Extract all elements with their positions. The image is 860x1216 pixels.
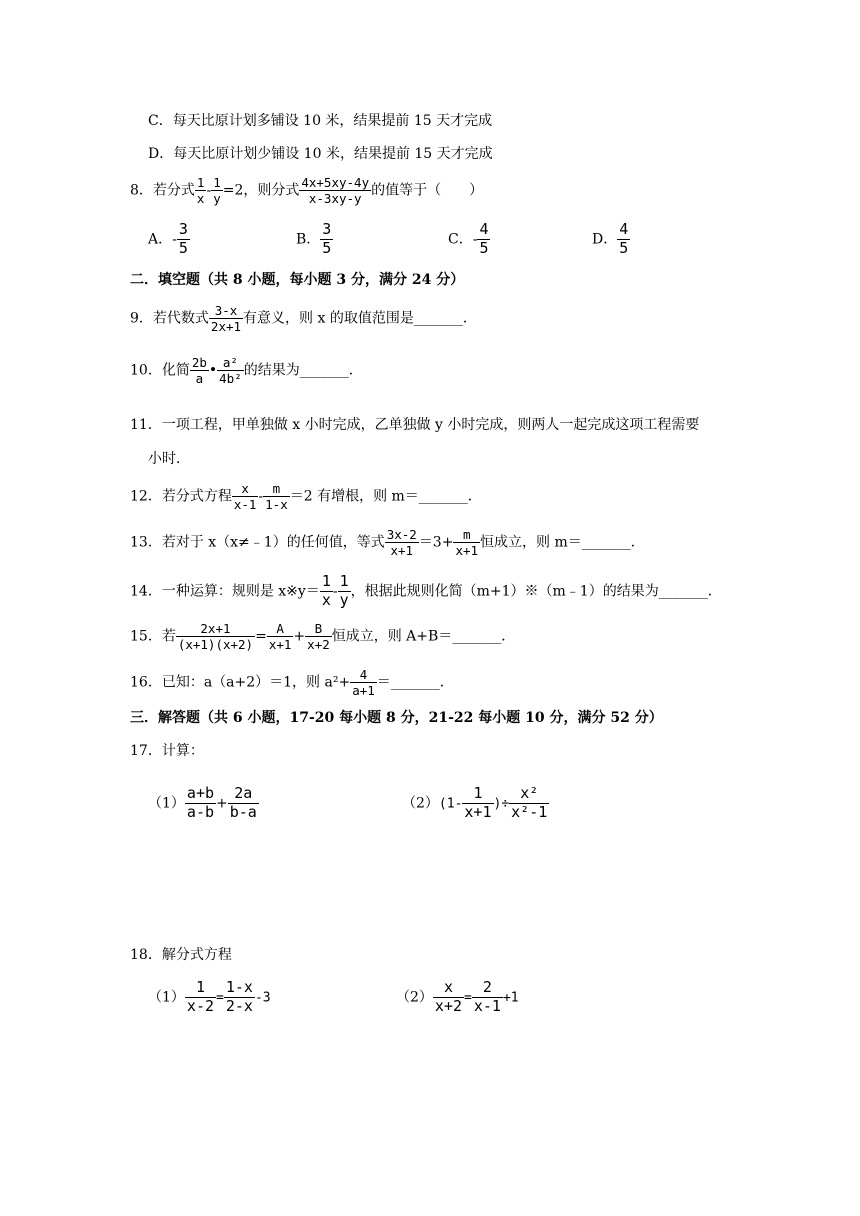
question-8 — [130, 176, 483, 205]
option-fraction — [178, 222, 189, 257]
q14-suffix: ，根据此规则化简（m+1）※（m﹣1）的结果为_______． — [350, 583, 722, 600]
question-11-line-1: 11．一项工程，甲单独做 x 小时完成，乙单独做 y 小时完成，则两人一起完成这项工程需要 — [130, 417, 700, 433]
tail: +1 — [502, 990, 519, 1006]
operator: - — [332, 583, 338, 600]
q14-prefix: 14．一种运算：规则是 x※y＝ — [130, 583, 320, 600]
q16-fraction — [351, 668, 376, 697]
operator: = — [216, 990, 224, 1006]
denominator: x — [196, 191, 205, 207]
numerator: 3x-2 — [386, 527, 417, 542]
option-fraction — [478, 222, 489, 257]
q8-fraction-2 — [212, 176, 222, 205]
denominator: 2-x — [225, 996, 253, 1015]
question-15 — [130, 622, 515, 651]
numerator: 2x+1 — [200, 621, 231, 636]
denominator: x+1 — [385, 542, 419, 557]
q10-prefix: 10．化简 — [130, 362, 190, 379]
q18-part-1 — [148, 980, 271, 1015]
denominator: 2x+1 — [210, 319, 242, 335]
numerator: 3 — [178, 220, 188, 238]
q8-option-d — [592, 222, 630, 257]
q13-fraction-1 — [386, 528, 418, 557]
denominator: b-a — [229, 802, 257, 821]
denominator: x-1 — [233, 497, 257, 513]
q15-suffix: 恒成立，则 A+B＝_______． — [331, 628, 516, 645]
q12-fraction-2 — [264, 482, 289, 511]
operator: + — [293, 628, 306, 645]
q8-option-b — [296, 222, 333, 257]
numerator: x — [241, 481, 249, 496]
question-9 — [130, 304, 477, 333]
q16-prefix: 16．已知：a（a+2）＝1，则 a²+ — [130, 674, 351, 691]
question-18-title: 18．解分式方程 — [130, 947, 232, 963]
numerator: a+b — [186, 784, 215, 802]
denominator: y — [213, 191, 221, 207]
numerator: x — [443, 978, 453, 996]
q17-p2-fraction-2 — [510, 786, 548, 821]
denominator: 4b² — [219, 371, 242, 387]
numerator: m — [462, 527, 471, 542]
denominator: x-1 — [473, 996, 501, 1015]
q14-fraction-2 — [339, 574, 350, 609]
denominator: 5 — [619, 238, 629, 257]
q8-fraction-1 — [196, 176, 206, 205]
q17-p1-fraction-2 — [229, 786, 258, 821]
q15-fraction-2 — [268, 622, 293, 651]
q15-fraction-1 — [177, 622, 254, 651]
numerator: 4 — [359, 667, 368, 682]
q8-fraction-3 — [300, 176, 370, 205]
question-17-title: 17．计算： — [130, 743, 204, 759]
q15-fraction-3 — [306, 622, 331, 651]
q9-prefix: 9．若代数式 — [130, 310, 209, 327]
numerator: 1 — [339, 572, 349, 590]
numerator: 1 — [321, 572, 331, 590]
q18-p1-fraction-1 — [186, 980, 215, 1015]
denominator: x-2 — [186, 996, 215, 1015]
numerator: 2a — [234, 784, 253, 802]
denominator: x+2 — [307, 637, 330, 653]
denominator: y — [339, 590, 349, 609]
sign: - — [172, 231, 177, 248]
sign: - — [472, 231, 478, 248]
q9-suffix: 有意义，则 x 的取值范围是_______． — [243, 310, 477, 327]
q17-part-1 — [148, 786, 259, 821]
numerator: A — [276, 621, 284, 636]
numerator: 1 — [196, 175, 205, 190]
paren-close: )÷ — [493, 796, 510, 812]
part-label: （1） — [148, 795, 185, 812]
q17-p2-fraction-1 — [463, 786, 492, 821]
numerator: x² — [520, 784, 539, 802]
numerator: 3-x — [214, 303, 238, 318]
part-label: （2） — [402, 795, 439, 812]
option-label: B． — [296, 231, 321, 248]
numerator: 4 — [479, 220, 489, 238]
q7-option-d: D．每天比原计划少铺设 10 米，结果提前 15 天才完成 — [148, 146, 493, 162]
denominator: x-3xy-y — [299, 190, 371, 205]
denominator: x²-1 — [511, 802, 548, 821]
operator: + — [216, 795, 228, 812]
q14-fraction-1 — [321, 574, 332, 609]
option-label: D． — [592, 231, 618, 248]
section-3-title: 三．解答题（共 6 小题，17-20 每小题 8 分，21-22 每小题 10 分，满分 52 分） — [130, 710, 663, 726]
denominator: 5 — [322, 238, 332, 257]
denominator: a+1 — [352, 683, 375, 699]
question-14 — [130, 574, 722, 609]
numerator: 1 — [213, 175, 221, 190]
q8-option-a — [148, 222, 190, 257]
numerator: 1 — [195, 978, 205, 996]
q10-suffix: 的结果为_______． — [243, 362, 363, 379]
q10-fraction-1 — [191, 356, 208, 385]
operator: = — [255, 628, 267, 645]
numerator: a² — [222, 355, 238, 370]
q12-prefix: 12．若分式方程 — [130, 488, 232, 505]
denominator: a-b — [186, 802, 215, 821]
denominator: x+2 — [434, 996, 463, 1015]
q13-mid: ＝3+ — [418, 534, 454, 551]
denominator: 5 — [479, 238, 489, 257]
operator: - — [206, 182, 212, 199]
q13-fraction-2 — [454, 528, 479, 557]
q18-p1-fraction-2 — [225, 980, 254, 1015]
option-label: A． — [148, 231, 173, 248]
q17-p1-fraction-1 — [186, 786, 215, 821]
q9-fraction — [210, 304, 242, 333]
numerator: 1 — [473, 784, 483, 802]
section-2-title: 二．填空题（共 8 小题，每小题 3 分，满分 24 分） — [130, 272, 465, 288]
denominator: (x+1)(x+2) — [177, 637, 254, 653]
question-11-line-2: 小时． — [148, 451, 190, 467]
numerator: 2 — [482, 978, 492, 996]
denominator: 1-x — [265, 497, 288, 513]
q12-suffix: ＝2 有增根，则 m＝_______． — [289, 488, 482, 505]
part-label: （1） — [148, 989, 185, 1006]
q7-option-c: C．每天比原计划多铺设 10 米，结果提前 15 天才完成 — [148, 113, 493, 129]
question-10 — [130, 356, 363, 385]
option-label: C． — [448, 231, 473, 248]
numerator: B — [314, 621, 323, 636]
q12-fraction-1 — [233, 482, 258, 511]
operator: = — [464, 990, 472, 1006]
numerator: 4 — [619, 220, 629, 238]
question-12 — [130, 482, 482, 511]
q18-p2-fraction-2 — [473, 980, 502, 1015]
option-fraction — [618, 222, 629, 257]
operator: • — [208, 362, 218, 379]
numerator: 4x+5xy-4y — [301, 175, 370, 190]
question-13 — [130, 528, 645, 557]
denominator: x — [321, 590, 331, 609]
q10-fraction-2 — [218, 356, 243, 385]
question-16 — [130, 668, 454, 697]
q13-suffix: 恒成立，则 m＝_______． — [480, 534, 645, 551]
numerator: 2b — [191, 355, 207, 370]
denominator: 5 — [178, 238, 188, 257]
part-label: （2） — [396, 989, 433, 1006]
denominator: x+1 — [464, 802, 492, 821]
denominator: x+1 — [455, 543, 479, 559]
numerator: m — [272, 481, 281, 496]
q15-prefix: 15．若 — [130, 628, 176, 645]
denominator: a — [190, 370, 209, 385]
numerator: 3 — [322, 220, 332, 238]
q8-suffix: 的值等于（ ） — [371, 182, 484, 199]
paren-open: (1- — [438, 796, 463, 812]
q18-part-2 — [396, 980, 519, 1015]
q13-prefix: 13．若对于 x（x≠﹣1）的任何值，等式 — [130, 534, 385, 551]
q16-suffix: ＝_______． — [376, 674, 454, 691]
tail: -3 — [254, 990, 271, 1006]
option-fraction — [321, 222, 332, 257]
q8-mid: =2，则分式 — [222, 182, 300, 199]
numerator: 1-x — [225, 978, 253, 996]
denominator: x+1 — [268, 637, 292, 653]
q18-p2-fraction-1 — [434, 980, 463, 1015]
q8-prefix: 8．若分式 — [130, 182, 195, 199]
q8-option-c — [448, 222, 490, 257]
q17-part-2 — [402, 786, 549, 821]
operator: - — [258, 488, 264, 505]
